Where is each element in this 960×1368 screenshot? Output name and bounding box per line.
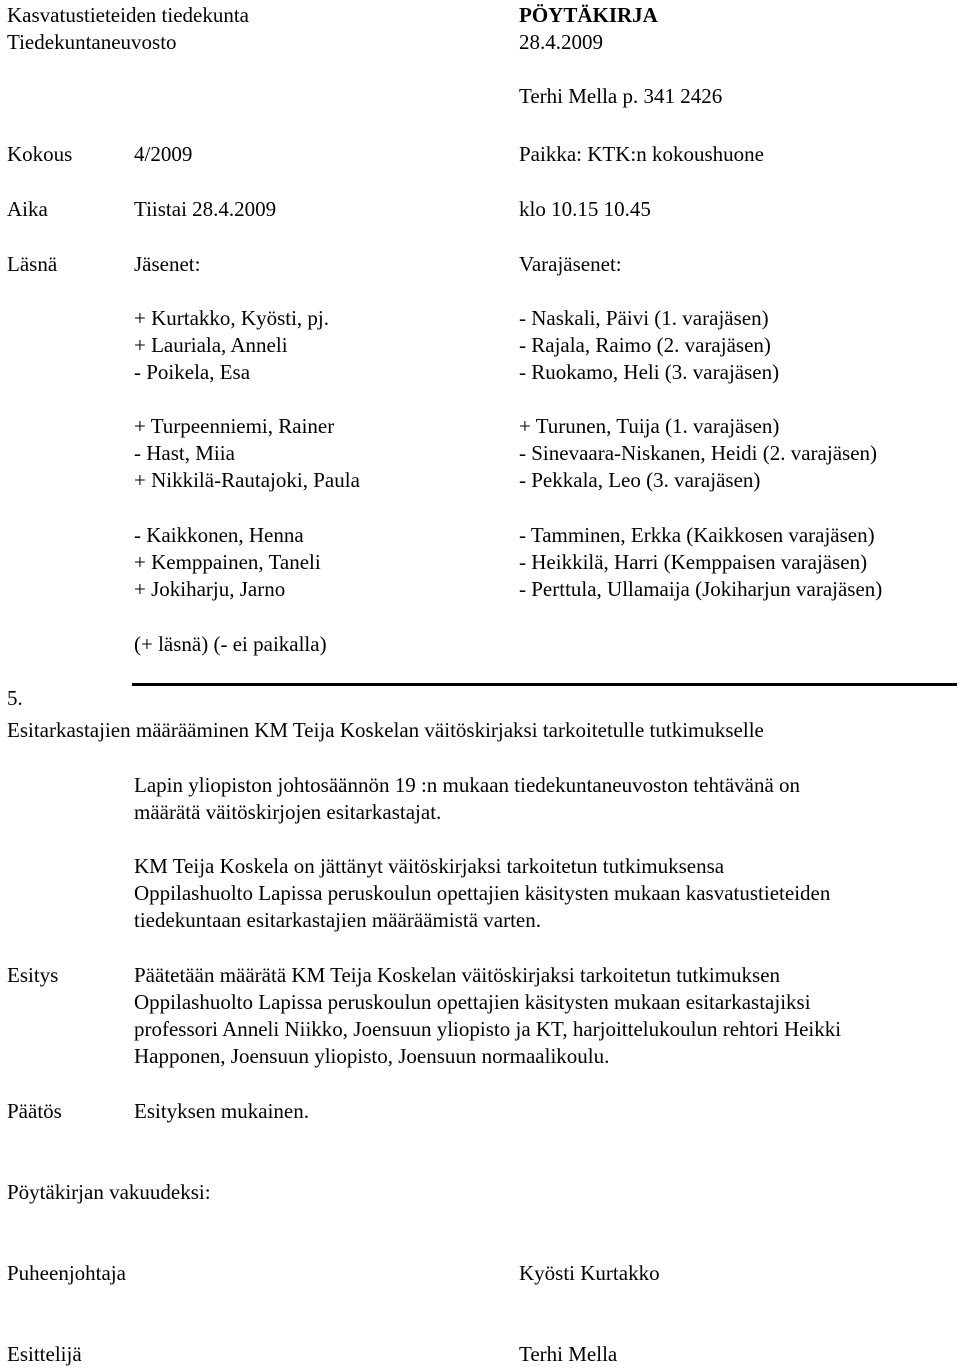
council-name: Tiedekuntaneuvosto (7, 30, 177, 54)
meeting-place: Paikka: KTK:n kokoushuone (519, 142, 764, 166)
deputy-item: - Pekkala, Leo (3. varajäsen) (519, 468, 761, 492)
presenter-name: Terhi Mella (519, 1342, 618, 1366)
item-title: Esitarkastajien määrääminen KM Teija Koskelan väitöskirjaksi tarkoitetulle tutkimukselle (7, 718, 764, 742)
chair-name: Kyösti Kurtakko (519, 1261, 660, 1285)
member-item: + Lauriala, Anneli (134, 333, 288, 357)
paragraph-line: KM Teija Koskela on jättänyt väitöskirjaksi tarkoitetun tutkimuksensa (134, 854, 725, 878)
attendance-label: Läsnä (7, 252, 58, 276)
decision-label: Päätös (7, 1099, 62, 1123)
deputies-heading: Varajäsenet: (519, 252, 622, 276)
kokous-label: Kokous (7, 142, 73, 166)
proposal-line: professori Anneli Niikko, Joensuun yliopisto ja KT, harjoittelukoulun rehtori Heikki (134, 1017, 842, 1041)
kokous-value: 4/2009 (134, 142, 193, 166)
member-item: + Jokiharju, Jarno (134, 577, 286, 601)
contact-info: Terhi Mella p. 341 2426 (519, 84, 723, 108)
attendance-legend: (+ läsnä) (- ei paikalla) (134, 632, 327, 656)
deputy-item: - Sinevaara-Niskanen, Heidi (2. varajäsen) (519, 441, 878, 465)
deputy-item: - Naskali, Päivi (1. varajäsen) (519, 306, 769, 330)
proposal-label: Esitys (7, 963, 59, 987)
document-type: PÖYTÄKIRJA (519, 3, 658, 27)
deputy-item: - Ruokamo, Heli (3. varajäsen) (519, 360, 780, 384)
paragraph-line: määrätä väitöskirjojen esitarkastajat. (134, 800, 442, 824)
signatures-heading: Pöytäkirjan vakuudeksi: (7, 1180, 211, 1204)
member-item: + Turpeenniemi, Rainer (134, 414, 335, 438)
deputy-item: - Rajala, Raimo (2. varajäsen) (519, 333, 771, 357)
member-item: + Kemppainen, Taneli (134, 550, 321, 574)
paragraph-line: tiedekuntaan esitarkastajien määräämistä varten. (134, 908, 541, 932)
member-item: + Nikkilä-Rautajoki, Paula (134, 468, 360, 492)
deputy-item: - Heikkilä, Harri (Kemppaisen varajäsen) (519, 550, 868, 574)
proposal-line: Happonen, Joensuun yliopisto, Joensuun normaalikoulu. (134, 1044, 610, 1068)
aika-value: Tiistai 28.4.2009 (134, 197, 277, 221)
proposal-line: Oppilashuolto Lapissa peruskoulun opettajien käsitysten mukaan esitarkastajiksi (134, 990, 811, 1014)
presenter-label: Esittelijä (7, 1342, 82, 1366)
member-item: - Kaikkonen, Henna (134, 523, 304, 547)
document-date: 28.4.2009 (519, 30, 603, 54)
member-item: - Poikela, Esa (134, 360, 251, 384)
paragraph-line: Oppilashuolto Lapissa peruskoulun opettajien käsitysten mukaan kasvatustieteiden (134, 881, 831, 905)
deputy-item: - Tamminen, Erkka (Kaikkosen varajäsen) (519, 523, 875, 547)
section-divider (132, 683, 957, 686)
deputy-item: + Turunen, Tuija (1. varajäsen) (519, 414, 780, 438)
deputy-item: - Perttula, Ullamaija (Jokiharjun varajäsen) (519, 577, 883, 601)
item-number: 5. (7, 686, 23, 710)
faculty-name: Kasvatustieteiden tiedekunta (7, 3, 250, 27)
paragraph-line: Lapin yliopiston johtosäännön 19 :n mukaan tiedekuntaneuvoston tehtävänä on (134, 773, 801, 797)
member-item: - Hast, Miia (134, 441, 235, 465)
decision-text: Esityksen mukainen. (134, 1099, 309, 1123)
chair-label: Puheenjohtaja (7, 1261, 126, 1285)
meeting-time: klo 10.15 10.45 (519, 197, 651, 221)
members-heading: Jäsenet: (134, 252, 201, 276)
proposal-line: Päätetään määrätä KM Teija Koskelan väitöskirjaksi tarkoitetun tutkimuksen (134, 963, 781, 987)
aika-label: Aika (7, 197, 48, 221)
member-item: + Kurtakko, Kyösti, pj. (134, 306, 329, 330)
